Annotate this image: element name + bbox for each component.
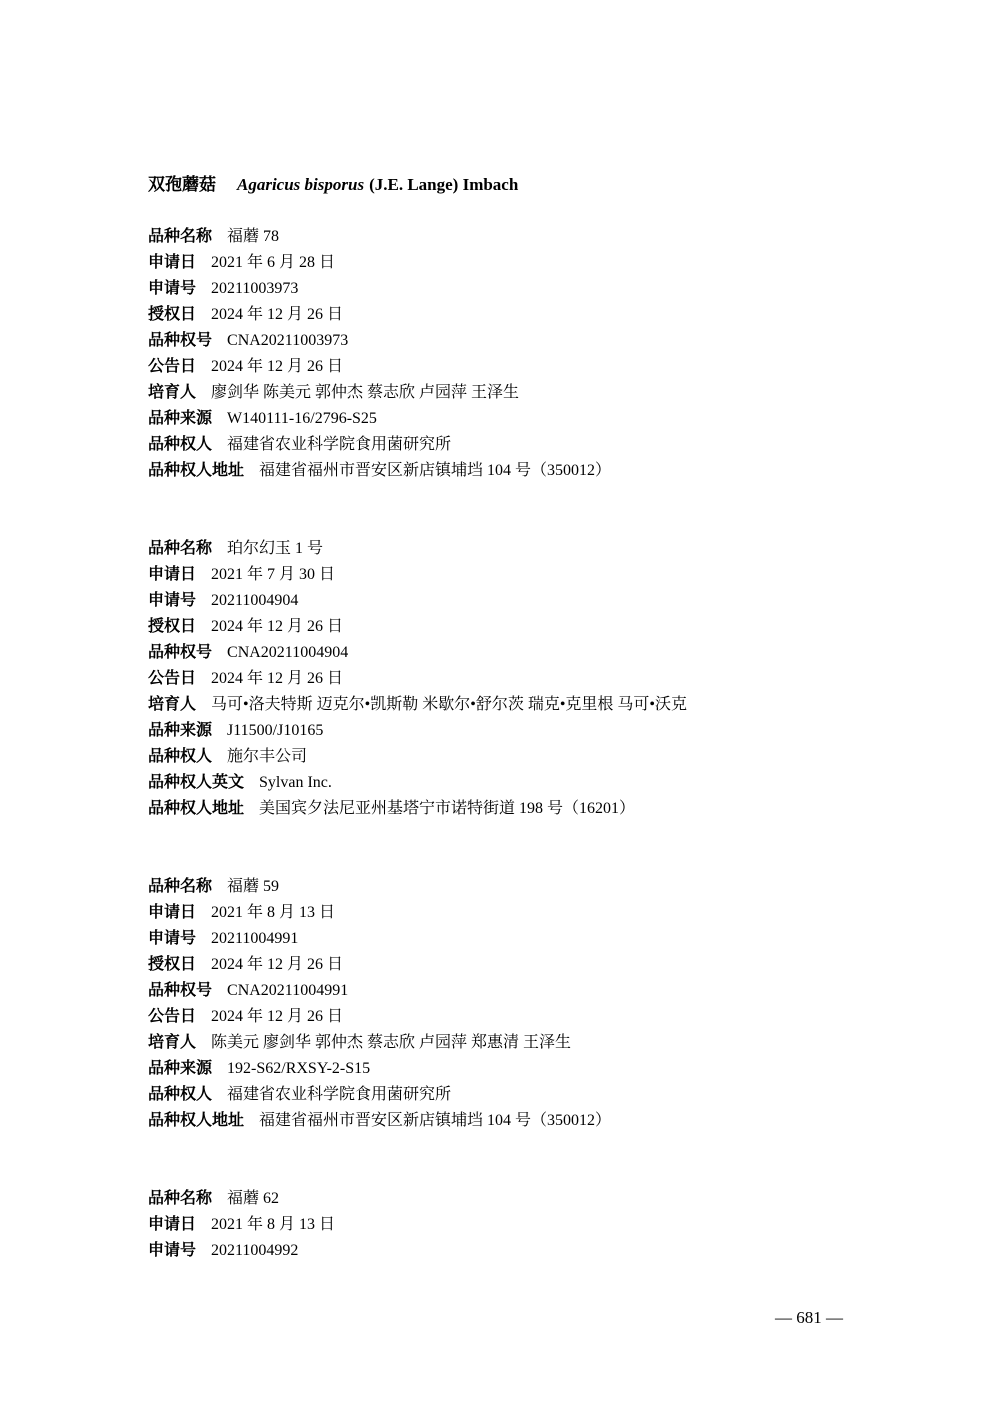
field-row (148, 588, 843, 614)
field-label: 品种权人英文 (148, 774, 245, 791)
field-value: 2024 年 12 月 26 日 (211, 1008, 344, 1025)
field-label: 培育人 (148, 1034, 197, 1051)
field-value: 福建省农业科学院食用菌研究所 (227, 436, 452, 453)
field-label: 授权日 (148, 618, 197, 635)
field-row (148, 276, 843, 302)
field-row (148, 926, 843, 952)
field-value: 2021 年 8 月 13 日 (211, 904, 336, 921)
field-row (148, 874, 843, 900)
field-row (148, 224, 843, 250)
field-value: 马可•洛夫特斯 迈克尔•凯斯勒 米歇尔•舒尔茨 瑞克•克里根 马可•沃克 (211, 696, 688, 713)
field-label: 品种权人地址 (148, 462, 245, 479)
field-value: 2024 年 12 月 26 日 (211, 618, 344, 635)
field-row (148, 250, 843, 276)
field-row (148, 562, 843, 588)
field-value: 20211004991 (211, 930, 299, 947)
field-value: 福蘑 78 (227, 228, 280, 245)
field-row (148, 770, 843, 796)
field-value: CNA20211004904 (227, 644, 349, 661)
field-value: 廖剑华 陈美元 郭仲杰 蔡志欣 卢园萍 王泽生 (211, 384, 520, 401)
field-row (148, 1030, 843, 1056)
variety-entry (148, 1186, 843, 1264)
field-value: 2024 年 12 月 26 日 (211, 670, 344, 687)
species-name-cn: 双孢蘑菇 (148, 175, 216, 194)
field-label: 授权日 (148, 306, 197, 323)
field-value: 福蘑 62 (227, 1190, 280, 1207)
field-row (148, 666, 843, 692)
field-label: 品种名称 (148, 540, 213, 557)
field-label: 申请日 (148, 254, 197, 271)
field-label: 培育人 (148, 384, 197, 401)
species-authority: (J.E. Lange) Imbach (369, 175, 519, 194)
field-label: 申请号 (148, 930, 197, 947)
field-label: 申请号 (148, 1242, 197, 1259)
field-row (148, 952, 843, 978)
field-row (148, 458, 843, 484)
field-label: 品种权号 (148, 332, 213, 349)
field-label: 公告日 (148, 358, 197, 375)
field-label: 品种权人 (148, 748, 213, 765)
field-value: W140111-16/2796-S25 (227, 410, 377, 427)
field-row (148, 692, 843, 718)
field-value: 福建省福州市晋安区新店镇埔垱 104 号（350012） (259, 1112, 612, 1129)
field-row (148, 744, 843, 770)
field-row (148, 406, 843, 432)
field-value: 珀尔幻玉 1 号 (227, 540, 324, 557)
field-label: 品种名称 (148, 878, 213, 895)
field-row (148, 328, 843, 354)
field-row (148, 1186, 843, 1212)
page-content (148, 172, 843, 1264)
field-value: 20211003973 (211, 280, 299, 297)
field-row (148, 1212, 843, 1238)
field-row (148, 640, 843, 666)
field-label: 培育人 (148, 696, 197, 713)
field-value: 20211004992 (211, 1242, 299, 1259)
field-value: CNA20211004991 (227, 982, 349, 999)
field-row (148, 614, 843, 640)
field-value: 2021 年 7 月 30 日 (211, 566, 336, 583)
field-row (148, 536, 843, 562)
field-value: 福建省福州市晋安区新店镇埔垱 104 号（350012） (259, 462, 612, 479)
variety-entry (148, 536, 843, 822)
field-label: 申请日 (148, 904, 197, 921)
field-row (148, 432, 843, 458)
field-row (148, 354, 843, 380)
species-header (148, 172, 843, 198)
field-label: 公告日 (148, 670, 197, 687)
field-value: 施尔丰公司 (227, 748, 308, 765)
field-value: J11500/J10165 (227, 722, 324, 739)
field-row (148, 718, 843, 744)
field-value: 福蘑 59 (227, 878, 280, 895)
species-name-latin: Agaricus bisporus (237, 175, 365, 194)
field-row (148, 1108, 843, 1134)
page-number: — 681 — (775, 1308, 843, 1327)
field-value: 2021 年 8 月 13 日 (211, 1216, 336, 1233)
field-label: 品种来源 (148, 1060, 213, 1077)
field-label: 品种来源 (148, 410, 213, 427)
field-row (148, 1056, 843, 1082)
field-label: 品种权号 (148, 982, 213, 999)
field-value: CNA20211003973 (227, 332, 349, 349)
field-value: 2021 年 6 月 28 日 (211, 254, 336, 271)
field-label: 品种名称 (148, 1190, 213, 1207)
field-value: 福建省农业科学院食用菌研究所 (227, 1086, 452, 1103)
entries-list (148, 224, 843, 1264)
field-label: 品种名称 (148, 228, 213, 245)
field-row (148, 978, 843, 1004)
field-label: 公告日 (148, 1008, 197, 1025)
variety-entry (148, 224, 843, 484)
field-label: 品种权人 (148, 436, 213, 453)
field-label: 申请号 (148, 592, 197, 609)
field-label: 授权日 (148, 956, 197, 973)
field-value: 2024 年 12 月 26 日 (211, 306, 344, 323)
field-label: 申请号 (148, 280, 197, 297)
field-row (148, 1082, 843, 1108)
field-value: 美国宾夕法尼亚州基塔宁市诺特街道 198 号（16201） (259, 800, 636, 817)
field-value: 2024 年 12 月 26 日 (211, 358, 344, 375)
field-label: 申请日 (148, 1216, 197, 1233)
variety-entry (148, 874, 843, 1134)
field-label: 品种来源 (148, 722, 213, 739)
field-value: 2024 年 12 月 26 日 (211, 956, 344, 973)
field-label: 品种权人地址 (148, 1112, 245, 1129)
field-row (148, 796, 843, 822)
field-label: 品种权人 (148, 1086, 213, 1103)
field-row (148, 900, 843, 926)
field-label: 申请日 (148, 566, 197, 583)
field-label: 品种权号 (148, 644, 213, 661)
field-row (148, 380, 843, 406)
field-row (148, 302, 843, 328)
field-value: 20211004904 (211, 592, 299, 609)
field-label: 品种权人地址 (148, 800, 245, 817)
field-value: 192-S62/RXSY-2-S15 (227, 1060, 371, 1077)
field-value: Sylvan Inc. (259, 774, 332, 791)
field-row (148, 1004, 843, 1030)
field-value: 陈美元 廖剑华 郭仲杰 蔡志欣 卢园萍 郑惠清 王泽生 (211, 1034, 572, 1051)
field-row (148, 1238, 843, 1264)
